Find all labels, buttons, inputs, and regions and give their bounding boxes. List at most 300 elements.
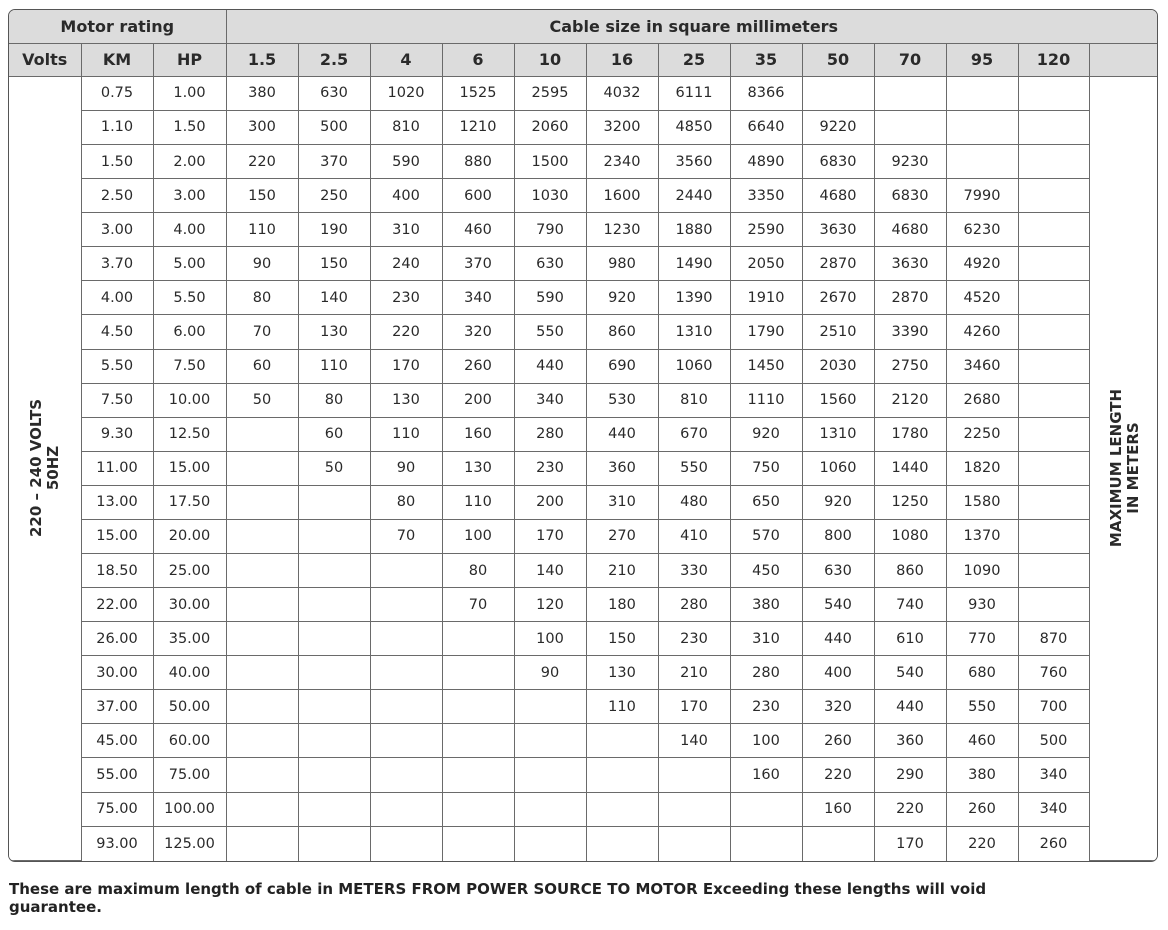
length-cell: 2870 — [802, 247, 874, 281]
length-cell — [802, 76, 874, 110]
length-cell: 140 — [658, 724, 730, 758]
length-cell: 180 — [586, 588, 658, 622]
cable-size-header-2-5: 2.5 — [298, 43, 370, 76]
length-cell: 90 — [370, 451, 442, 485]
cable-size-header-95: 95 — [946, 43, 1018, 76]
length-cell — [658, 826, 730, 860]
header-row-group — [9, 10, 1158, 43]
length-cell: 230 — [658, 622, 730, 656]
length-cell: 1525 — [442, 76, 514, 110]
volts-label — [28, 399, 62, 537]
length-cell: 3560 — [658, 145, 730, 179]
table-row — [9, 417, 1158, 451]
hp-cell: 15.00 — [153, 451, 226, 485]
length-cell: 7990 — [946, 179, 1018, 213]
length-cell — [514, 792, 586, 826]
length-cell — [226, 519, 298, 553]
length-cell: 220 — [802, 758, 874, 792]
length-cell: 230 — [730, 690, 802, 724]
length-cell: 280 — [658, 588, 730, 622]
length-cell: 1370 — [946, 519, 1018, 553]
length-cell: 6111 — [658, 76, 730, 110]
cable-size-header-6: 6 — [442, 43, 514, 76]
length-cell — [946, 76, 1018, 110]
length-cell: 920 — [802, 485, 874, 519]
max-length-label-line2: IN METERS — [1124, 422, 1143, 515]
km-cell: 26.00 — [81, 622, 153, 656]
length-cell: 4920 — [946, 247, 1018, 281]
table-row — [9, 758, 1158, 792]
length-cell: 210 — [586, 553, 658, 587]
length-cell: 630 — [298, 76, 370, 110]
volts-label-line1: 220 – 240 VOLTS — [26, 399, 45, 538]
length-cell: 220 — [874, 792, 946, 826]
length-cell: 1250 — [874, 485, 946, 519]
length-cell: 9230 — [874, 145, 946, 179]
hp-header: HP — [153, 43, 226, 76]
length-cell: 2250 — [946, 417, 1018, 451]
length-cell — [226, 622, 298, 656]
length-cell — [226, 451, 298, 485]
length-cell — [586, 792, 658, 826]
length-cell: 70 — [226, 315, 298, 349]
length-cell: 1820 — [946, 451, 1018, 485]
cable-size-header-4: 4 — [370, 43, 442, 76]
length-cell: 110 — [226, 213, 298, 247]
km-header: KM — [81, 43, 153, 76]
cable-size-header-1-5: 1.5 — [226, 43, 298, 76]
length-cell: 630 — [514, 247, 586, 281]
length-cell: 380 — [946, 758, 1018, 792]
table-row — [9, 213, 1158, 247]
length-cell: 760 — [1018, 656, 1089, 690]
cable-size-table — [9, 10, 1158, 861]
length-cell: 170 — [370, 349, 442, 383]
length-cell: 260 — [1018, 826, 1089, 860]
length-cell — [442, 724, 514, 758]
length-cell: 1310 — [802, 417, 874, 451]
length-cell — [298, 622, 370, 656]
length-cell — [298, 826, 370, 860]
length-cell: 860 — [874, 553, 946, 587]
length-cell — [298, 588, 370, 622]
footer-note: These are maximum length of cable in METERS FROM POWER SOURCE TO MOTOR Exceeding these lengths will void guarantee. — [9, 880, 987, 916]
length-cell: 200 — [442, 383, 514, 417]
length-cell: 670 — [658, 417, 730, 451]
length-cell: 230 — [370, 281, 442, 315]
length-cell: 190 — [298, 213, 370, 247]
length-cell: 610 — [874, 622, 946, 656]
max-length-label — [1108, 389, 1142, 547]
km-cell: 7.50 — [81, 383, 153, 417]
length-cell — [586, 826, 658, 860]
km-cell: 22.00 — [81, 588, 153, 622]
length-cell — [586, 758, 658, 792]
length-cell: 920 — [730, 417, 802, 451]
length-cell: 810 — [370, 110, 442, 144]
length-cell — [802, 826, 874, 860]
length-cell: 220 — [946, 826, 1018, 860]
length-cell: 260 — [946, 792, 1018, 826]
length-cell: 130 — [586, 656, 658, 690]
table-row — [9, 451, 1158, 485]
table-row — [9, 826, 1158, 860]
length-cell: 400 — [802, 656, 874, 690]
length-cell: 2750 — [874, 349, 946, 383]
volts-cell — [9, 76, 81, 860]
max-length-label-line1: MAXIMUM LENGTH — [1107, 389, 1126, 548]
length-cell: 450 — [730, 553, 802, 587]
length-cell: 550 — [946, 690, 1018, 724]
length-cell: 130 — [442, 451, 514, 485]
length-cell — [1018, 247, 1089, 281]
table-row — [9, 383, 1158, 417]
length-cell: 1020 — [370, 76, 442, 110]
length-cell: 110 — [586, 690, 658, 724]
length-cell — [586, 724, 658, 758]
length-cell — [514, 724, 586, 758]
length-cell: 2030 — [802, 349, 874, 383]
length-cell: 220 — [226, 145, 298, 179]
length-cell: 500 — [1018, 724, 1089, 758]
table-row — [9, 690, 1158, 724]
length-cell: 330 — [658, 553, 730, 587]
km-cell: 75.00 — [81, 792, 153, 826]
table-row — [9, 553, 1158, 587]
length-cell: 160 — [442, 417, 514, 451]
length-cell: 370 — [298, 145, 370, 179]
length-cell: 100 — [442, 519, 514, 553]
length-cell: 790 — [514, 213, 586, 247]
km-cell: 4.50 — [81, 315, 153, 349]
length-cell: 140 — [298, 281, 370, 315]
length-cell: 650 — [730, 485, 802, 519]
length-cell: 260 — [442, 349, 514, 383]
length-cell: 980 — [586, 247, 658, 281]
length-cell — [730, 792, 802, 826]
length-cell: 8366 — [730, 76, 802, 110]
length-cell: 230 — [514, 451, 586, 485]
km-cell: 55.00 — [81, 758, 153, 792]
length-cell: 280 — [730, 656, 802, 690]
length-cell — [298, 792, 370, 826]
length-cell: 2670 — [802, 281, 874, 315]
length-cell: 1580 — [946, 485, 1018, 519]
cable-size-header: Cable size in square millimeters — [226, 10, 1158, 43]
length-cell — [298, 758, 370, 792]
length-cell: 4680 — [874, 213, 946, 247]
km-cell: 4.00 — [81, 281, 153, 315]
length-cell: 1230 — [586, 213, 658, 247]
table-row — [9, 724, 1158, 758]
length-cell: 2050 — [730, 247, 802, 281]
length-cell: 530 — [586, 383, 658, 417]
km-cell: 11.00 — [81, 451, 153, 485]
hp-cell: 17.50 — [153, 485, 226, 519]
length-cell: 500 — [298, 110, 370, 144]
length-cell: 6830 — [874, 179, 946, 213]
length-cell: 460 — [442, 213, 514, 247]
length-cell: 300 — [226, 110, 298, 144]
length-cell — [1018, 553, 1089, 587]
length-cell — [298, 553, 370, 587]
length-cell: 460 — [946, 724, 1018, 758]
length-cell: 1390 — [658, 281, 730, 315]
length-cell: 380 — [730, 588, 802, 622]
length-cell: 80 — [226, 281, 298, 315]
km-cell: 37.00 — [81, 690, 153, 724]
cable-size-header-120: 120 — [1018, 43, 1089, 76]
hp-cell: 5.50 — [153, 281, 226, 315]
length-cell: 110 — [442, 485, 514, 519]
length-cell — [370, 826, 442, 860]
length-cell: 600 — [442, 179, 514, 213]
length-cell: 1110 — [730, 383, 802, 417]
cable-size-table-frame — [8, 9, 1158, 862]
hp-cell: 125.00 — [153, 826, 226, 860]
length-cell — [1018, 213, 1089, 247]
length-cell: 1440 — [874, 451, 946, 485]
table-row — [9, 315, 1158, 349]
length-cell: 110 — [298, 349, 370, 383]
length-cell — [658, 758, 730, 792]
length-cell: 80 — [370, 485, 442, 519]
length-cell: 150 — [586, 622, 658, 656]
km-cell: 1.50 — [81, 145, 153, 179]
length-cell: 2060 — [514, 110, 586, 144]
length-cell: 340 — [1018, 758, 1089, 792]
length-cell: 440 — [874, 690, 946, 724]
hp-cell: 3.00 — [153, 179, 226, 213]
hp-cell: 20.00 — [153, 519, 226, 553]
length-cell: 540 — [802, 588, 874, 622]
length-cell: 320 — [442, 315, 514, 349]
length-cell: 90 — [226, 247, 298, 281]
header-row-columns — [9, 43, 1158, 76]
hp-cell: 75.00 — [153, 758, 226, 792]
hp-cell: 35.00 — [153, 622, 226, 656]
length-cell: 4520 — [946, 281, 1018, 315]
side-header-blank — [1089, 43, 1158, 76]
length-cell: 1790 — [730, 315, 802, 349]
length-cell: 2870 — [874, 281, 946, 315]
length-cell: 70 — [442, 588, 514, 622]
length-cell: 2340 — [586, 145, 658, 179]
volts-header: Volts — [9, 43, 81, 76]
length-cell: 3460 — [946, 349, 1018, 383]
length-cell: 80 — [442, 553, 514, 587]
length-cell — [874, 76, 946, 110]
length-cell: 870 — [1018, 622, 1089, 656]
length-cell: 4032 — [586, 76, 658, 110]
length-cell: 1310 — [658, 315, 730, 349]
table-row — [9, 179, 1158, 213]
length-cell: 50 — [226, 383, 298, 417]
length-cell — [874, 110, 946, 144]
cable-size-header-16: 16 — [586, 43, 658, 76]
length-cell: 2590 — [730, 213, 802, 247]
length-cell — [514, 690, 586, 724]
length-cell: 3630 — [802, 213, 874, 247]
hp-cell: 60.00 — [153, 724, 226, 758]
length-cell — [442, 826, 514, 860]
km-cell: 30.00 — [81, 656, 153, 690]
length-cell: 2510 — [802, 315, 874, 349]
length-cell: 150 — [226, 179, 298, 213]
length-cell: 2595 — [514, 76, 586, 110]
table-row — [9, 76, 1158, 110]
length-cell — [1018, 451, 1089, 485]
length-cell — [442, 792, 514, 826]
length-cell: 250 — [298, 179, 370, 213]
length-cell — [370, 758, 442, 792]
length-cell: 480 — [658, 485, 730, 519]
length-cell — [1018, 281, 1089, 315]
km-cell: 18.50 — [81, 553, 153, 587]
length-cell: 160 — [730, 758, 802, 792]
length-cell — [226, 758, 298, 792]
length-cell: 2680 — [946, 383, 1018, 417]
length-cell — [658, 792, 730, 826]
length-cell: 1060 — [802, 451, 874, 485]
length-cell — [1018, 383, 1089, 417]
hp-cell: 100.00 — [153, 792, 226, 826]
km-cell: 93.00 — [81, 826, 153, 860]
table-row — [9, 588, 1158, 622]
length-cell — [946, 145, 1018, 179]
cable-size-header-25: 25 — [658, 43, 730, 76]
length-cell — [226, 690, 298, 724]
length-cell: 3200 — [586, 110, 658, 144]
length-cell: 550 — [658, 451, 730, 485]
length-cell: 100 — [514, 622, 586, 656]
length-cell: 1910 — [730, 281, 802, 315]
length-cell: 1060 — [658, 349, 730, 383]
length-cell — [442, 690, 514, 724]
length-cell: 200 — [514, 485, 586, 519]
length-cell: 1560 — [802, 383, 874, 417]
length-cell: 270 — [586, 519, 658, 553]
length-cell: 170 — [514, 519, 586, 553]
length-cell: 630 — [802, 553, 874, 587]
length-cell: 4680 — [802, 179, 874, 213]
length-cell — [442, 758, 514, 792]
length-cell: 60 — [298, 417, 370, 451]
km-cell: 0.75 — [81, 76, 153, 110]
length-cell: 1090 — [946, 553, 1018, 587]
length-cell: 310 — [730, 622, 802, 656]
length-cell: 860 — [586, 315, 658, 349]
length-cell — [226, 553, 298, 587]
volts-label-line2: 50HZ — [43, 446, 62, 491]
length-cell: 340 — [442, 281, 514, 315]
length-cell: 50 — [298, 451, 370, 485]
length-cell: 1450 — [730, 349, 802, 383]
length-cell: 590 — [370, 145, 442, 179]
length-cell — [370, 690, 442, 724]
length-cell: 170 — [874, 826, 946, 860]
length-cell: 4260 — [946, 315, 1018, 349]
length-cell: 1880 — [658, 213, 730, 247]
hp-cell: 7.50 — [153, 349, 226, 383]
length-cell: 260 — [802, 724, 874, 758]
length-cell — [370, 656, 442, 690]
length-cell — [226, 588, 298, 622]
length-cell: 1210 — [442, 110, 514, 144]
hp-cell: 12.50 — [153, 417, 226, 451]
length-cell: 3630 — [874, 247, 946, 281]
length-cell: 160 — [802, 792, 874, 826]
hp-cell: 30.00 — [153, 588, 226, 622]
length-cell: 360 — [874, 724, 946, 758]
length-cell: 310 — [370, 213, 442, 247]
length-cell: 800 — [802, 519, 874, 553]
hp-cell: 1.00 — [153, 76, 226, 110]
length-cell: 80 — [298, 383, 370, 417]
length-cell — [226, 826, 298, 860]
length-cell: 130 — [370, 383, 442, 417]
length-cell: 100 — [730, 724, 802, 758]
length-cell: 700 — [1018, 690, 1089, 724]
table-row — [9, 656, 1158, 690]
length-cell: 770 — [946, 622, 1018, 656]
length-cell: 60 — [226, 349, 298, 383]
length-cell: 930 — [946, 588, 1018, 622]
length-cell — [298, 690, 370, 724]
table-row — [9, 145, 1158, 179]
length-cell: 140 — [514, 553, 586, 587]
length-cell — [1018, 179, 1089, 213]
length-cell: 6830 — [802, 145, 874, 179]
length-cell — [370, 792, 442, 826]
length-cell: 340 — [514, 383, 586, 417]
hp-cell: 2.00 — [153, 145, 226, 179]
table-row — [9, 110, 1158, 144]
length-cell: 290 — [874, 758, 946, 792]
length-cell: 2440 — [658, 179, 730, 213]
length-cell: 1080 — [874, 519, 946, 553]
length-cell: 1030 — [514, 179, 586, 213]
length-cell: 590 — [514, 281, 586, 315]
length-cell — [730, 826, 802, 860]
length-cell: 4890 — [730, 145, 802, 179]
length-cell: 90 — [514, 656, 586, 690]
length-cell: 360 — [586, 451, 658, 485]
length-cell — [1018, 588, 1089, 622]
hp-cell: 5.00 — [153, 247, 226, 281]
length-cell: 280 — [514, 417, 586, 451]
length-cell: 440 — [514, 349, 586, 383]
length-cell — [514, 826, 586, 860]
length-cell: 310 — [586, 485, 658, 519]
length-cell: 1780 — [874, 417, 946, 451]
length-cell: 320 — [802, 690, 874, 724]
length-cell: 680 — [946, 656, 1018, 690]
km-cell: 45.00 — [81, 724, 153, 758]
table-row — [9, 519, 1158, 553]
table-row — [9, 485, 1158, 519]
length-cell — [226, 485, 298, 519]
length-cell — [298, 724, 370, 758]
length-cell: 920 — [586, 281, 658, 315]
km-cell: 2.50 — [81, 179, 153, 213]
length-cell: 4850 — [658, 110, 730, 144]
hp-cell: 6.00 — [153, 315, 226, 349]
table-row — [9, 622, 1158, 656]
length-cell: 150 — [298, 247, 370, 281]
length-cell: 880 — [442, 145, 514, 179]
length-cell: 6640 — [730, 110, 802, 144]
